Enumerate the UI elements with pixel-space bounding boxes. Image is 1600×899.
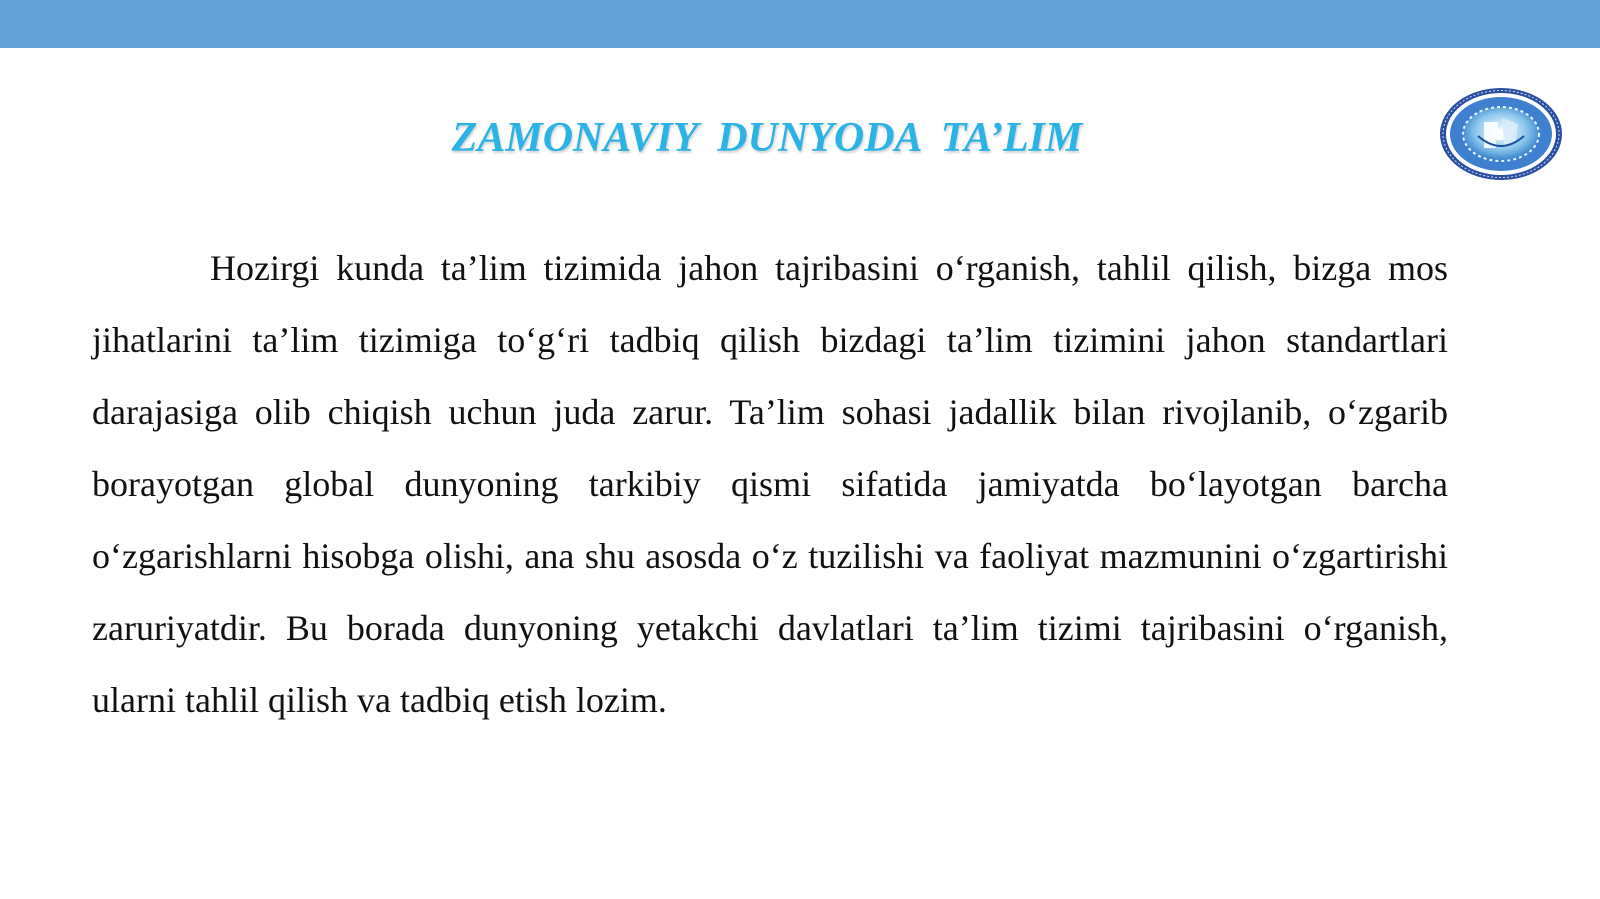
slide-title: ZAMONAVIY DUNYODA TA’LIM bbox=[451, 115, 1083, 161]
slide-paragraph: Hozirgi kunda ta’lim tizimida jahon tajribasini o‘rganish, tahlil qilish, bizga mos jihatlarini ta’lim tizimiga to‘g‘ri tadbiq qilish bizdagi ta’lim tizimini jahon standartlari darajasiga olib chiqish uchun juda zarur. Ta’lim sohasi jadallik bilan rivojlanib, o‘zgarib borayotgan global dunyoning tarkibiy qismi sifatida jamiyatda bo‘layotgan barcha o‘zgarishlarni hisobga olishi, ana shu asosda o‘z tuzilishi va faoliyat mazmunini o‘zgartirishi zaruriyatdir. Bu borada dunyoning yetakchi davlatlari ta’lim tizimi tajribasini o‘rganish, ularni tahlil qilish va tadbiq etish lozim. bbox=[92, 248, 1448, 720]
header-bar bbox=[0, 0, 1600, 48]
university-emblem-icon bbox=[1438, 86, 1564, 182]
